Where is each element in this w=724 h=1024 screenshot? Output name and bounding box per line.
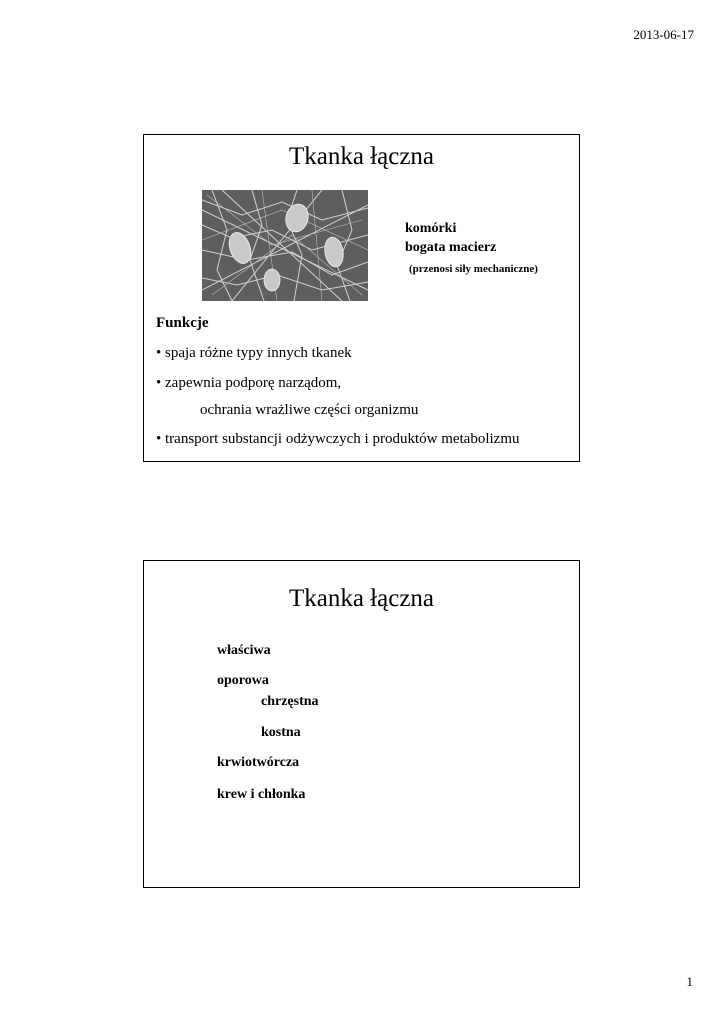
slide-1 [143,134,580,462]
label-matrix-note: (przenosi siły mechaniczne) [409,263,538,275]
micrograph-drawing [202,190,368,301]
function-item: ochrania wrażliwe części organizmu [200,402,419,418]
functions-heading: Funkcje [156,315,209,331]
function-item: • transport substancji odżywczych i produktów metabolizmu [156,431,520,447]
micrograph-image [202,190,368,301]
slide-2 [143,560,580,888]
function-item: • zapewnia podporę narządom, [156,375,342,391]
page-date: 2013-06-17 [633,27,694,42]
page-number: 1 [686,974,693,989]
function-item: • spaja różne typy innych tkanek [156,345,352,361]
slide-2-title: Tkanka łączna [288,585,435,612]
tissue-type-item: właściwa [217,643,271,658]
tissue-type-item: oporowa [217,673,269,688]
tissue-type-item: krwiotwórcza [217,755,300,770]
tissue-subtype-item: kostna [261,725,301,740]
label-cells: komórki [405,221,457,236]
slide-1-title: Tkanka łączna [288,143,435,170]
tissue-type-item: krew i chłonka [217,787,306,802]
tissue-subtype-item: chrzęstna [261,694,319,709]
label-matrix: bogata macierz [405,240,497,255]
